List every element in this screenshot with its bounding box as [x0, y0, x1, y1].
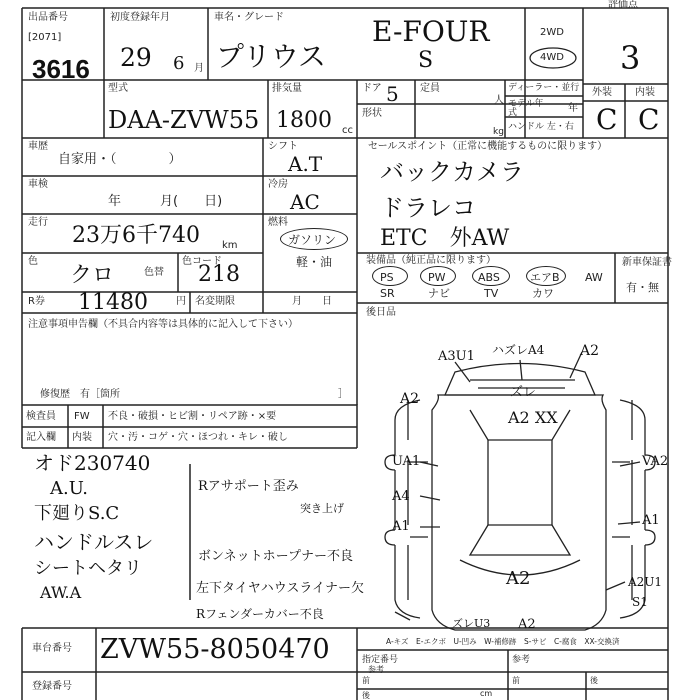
- yen-unit: 円: [176, 296, 186, 307]
- fuel-value: ガソリン: [288, 233, 337, 247]
- exterior-grade: C: [596, 103, 618, 136]
- equip-airbag: エアB: [530, 271, 560, 284]
- year-unit: 年: [568, 103, 578, 114]
- sales-item-2: ドラレコ: [380, 194, 476, 222]
- damage-legend: A-キズ E-エクボ U-凹み W-補修跡 S-サビ C-腐食 XX-交換済: [386, 637, 620, 646]
- chassis-value: ZVW55-8050470: [100, 634, 330, 665]
- dmg-a2-xx: A2 XX: [508, 408, 558, 427]
- car-name: プリウス: [216, 40, 327, 73]
- circle-ps: [372, 266, 408, 286]
- equip-tv: TV: [484, 287, 499, 300]
- dmg-va2: VA2: [642, 454, 669, 469]
- rear-label-2: 後: [590, 676, 598, 685]
- score-label: 評価点: [608, 0, 638, 10]
- note-1: オド230740: [34, 451, 151, 475]
- person-unit: 人: [494, 95, 504, 106]
- sales-item-1: バックカメラ: [380, 158, 524, 186]
- dmg-hazure-a4: ハズレA4: [492, 343, 545, 357]
- dmg-a2-top: A2: [580, 343, 600, 359]
- equip-navi: ナビ: [428, 287, 450, 300]
- designated-ref: 参考: [368, 665, 384, 674]
- month-unit: 月: [194, 63, 204, 74]
- displacement-value: 1800: [276, 108, 332, 133]
- check-row-1: 不良・破損・ヒビ割・リペア跡・×要: [108, 411, 277, 422]
- note-2: A.U.: [50, 478, 88, 499]
- dealer-label: ディーラー・並行: [508, 83, 580, 93]
- color-label: 色: [28, 256, 38, 267]
- note-3: 下廻りS.C: [34, 503, 120, 524]
- chassis-label: 車台番号: [32, 643, 72, 654]
- after-label: 後日品: [366, 307, 396, 318]
- note-6: AW.A: [40, 583, 82, 602]
- dmg-s1: S1: [632, 595, 648, 609]
- inspection-label: 車検: [28, 179, 48, 190]
- right-note-2: 突き上げ: [300, 502, 344, 515]
- check-interior-label: 内装: [72, 432, 92, 443]
- dmg-a2-rear: A2: [506, 568, 531, 589]
- drive-2wd: 2WD: [540, 27, 564, 38]
- grade-top: E-FOUR: [372, 15, 490, 48]
- handle-label: ハンドル 左・右: [508, 122, 574, 132]
- shape-label: 形状: [362, 108, 382, 119]
- dmg-a1-left: A1: [392, 519, 410, 534]
- circle-abs: [472, 266, 510, 286]
- cm-unit-1: cm: [480, 689, 493, 698]
- equip-sr: SR: [380, 287, 395, 300]
- dmg-a1-right: A1: [642, 513, 660, 528]
- class-value: 自家用・（ ）: [58, 152, 182, 167]
- color-code-value: 218: [198, 262, 240, 287]
- ref-label: 参考: [512, 655, 531, 665]
- model-label: 車名・グレード: [214, 12, 284, 23]
- doors-value: 5: [386, 82, 399, 106]
- r-value: 11480: [78, 290, 148, 315]
- equip-pw: PW: [428, 271, 446, 284]
- rear-label-1: 後: [362, 691, 370, 700]
- interior-label: 内装: [635, 87, 655, 98]
- dmg-zure: ズレ: [510, 385, 537, 400]
- lot-label: 出品番号: [28, 12, 68, 23]
- dmg-zure-u3: ズレU3: [452, 617, 491, 630]
- front-label-1: 前: [362, 676, 370, 685]
- new-car-value: 有・無: [626, 281, 659, 294]
- dmg-a2-bottom: A2: [518, 617, 536, 632]
- dmg-a2-left: A2: [400, 391, 420, 407]
- first-reg-month: 6: [173, 53, 185, 74]
- registration-label: 登録番号: [32, 681, 72, 692]
- doors-label: ドア: [362, 83, 382, 94]
- model-year-label: モデル年式: [508, 99, 544, 118]
- deadline-value: 月 日: [292, 296, 332, 307]
- equip-aw: AW: [585, 271, 603, 284]
- dmg-ua1: UA1: [392, 454, 421, 469]
- circle-airbag: [526, 266, 566, 286]
- cc-unit: cc: [342, 125, 353, 136]
- designated-label: 指定番号: [362, 655, 399, 665]
- dmg-a4: A4: [392, 489, 410, 504]
- equip-abs: ABS: [478, 271, 500, 284]
- km-unit: km: [222, 240, 238, 251]
- equip-ps: PS: [380, 271, 394, 284]
- right-note-1: Rアサポート歪み: [198, 479, 299, 494]
- first-reg-year: 29: [120, 43, 152, 72]
- first-reg-label: 初度登録年月: [110, 12, 170, 23]
- mileage-label: 走行: [28, 217, 48, 228]
- dmg-a3u1: A3U1: [438, 349, 475, 364]
- right-note-4: 左下タイヤハウスライナー欠: [196, 581, 364, 596]
- writer-label: 記入欄: [26, 432, 56, 443]
- grade-bottom: S: [418, 48, 434, 73]
- exterior-label: 外装: [592, 87, 612, 98]
- color-change-label: 色替: [144, 267, 164, 278]
- right-note-5: Rフェンダーカバー不良: [196, 607, 324, 621]
- deadline-label: 名変期限: [195, 296, 235, 307]
- sales-item-3: ETC 外AW: [380, 226, 510, 251]
- sales-label: セールスポイント（正常に機能するものに限ります）: [368, 141, 608, 152]
- equipment-label: 装備品（純正品に限ります）: [366, 255, 496, 266]
- equip-leather: カワ: [532, 287, 554, 300]
- interior-grade: C: [638, 103, 660, 136]
- repair-close: ］: [338, 389, 348, 400]
- mileage-value: 23万6千740: [72, 223, 200, 248]
- lot-number: 3616: [32, 54, 90, 84]
- fuel-label: 燃料: [268, 217, 288, 228]
- notes-label: 注意事項申告欄（不具合内容等は具体的に記入して下さい）: [28, 319, 298, 330]
- color-value: クロ: [70, 263, 115, 288]
- kg-unit: kg: [493, 127, 504, 137]
- repair-label: 修復歴 有［箇所: [40, 389, 120, 400]
- ac-value: AC: [290, 190, 320, 214]
- color-code-label: 色コード: [182, 256, 222, 267]
- ac-label: 冷房: [268, 179, 288, 190]
- note-5: シートヘタリ: [34, 558, 142, 579]
- check-row-2: 穴・汚・コゲ・穴・ほつれ・キレ・破し: [108, 432, 288, 443]
- front-label-2: 前: [512, 676, 520, 685]
- shift-label: シフト: [268, 141, 298, 152]
- shift-value: A.T: [288, 152, 323, 176]
- inspection-value: 年 月( 日): [108, 194, 223, 209]
- r-label: R券: [28, 296, 45, 307]
- score-value: 3: [620, 39, 641, 77]
- new-car-label: 新車保証書: [622, 257, 672, 268]
- right-note-3: ボンネットホープナー不良: [198, 549, 353, 564]
- dmg-a2u1: A2U1: [628, 575, 663, 589]
- displacement-label: 排気量: [272, 83, 302, 94]
- note-4: ハンドルスレ: [34, 530, 154, 554]
- inspector-label: 検査員: [26, 411, 56, 422]
- class-label: 車歴: [28, 141, 48, 152]
- drive-4wd: 4WD: [540, 52, 564, 63]
- fw-label: FW: [74, 411, 90, 422]
- type-label: 型式: [108, 83, 128, 94]
- lot-sub: [2071]: [28, 32, 62, 43]
- capacity-label: 定員: [420, 83, 440, 94]
- fuel-alt: 軽・油: [296, 255, 333, 269]
- type-value: DAA-ZVW55: [108, 106, 260, 134]
- circle-pw: [420, 266, 456, 286]
